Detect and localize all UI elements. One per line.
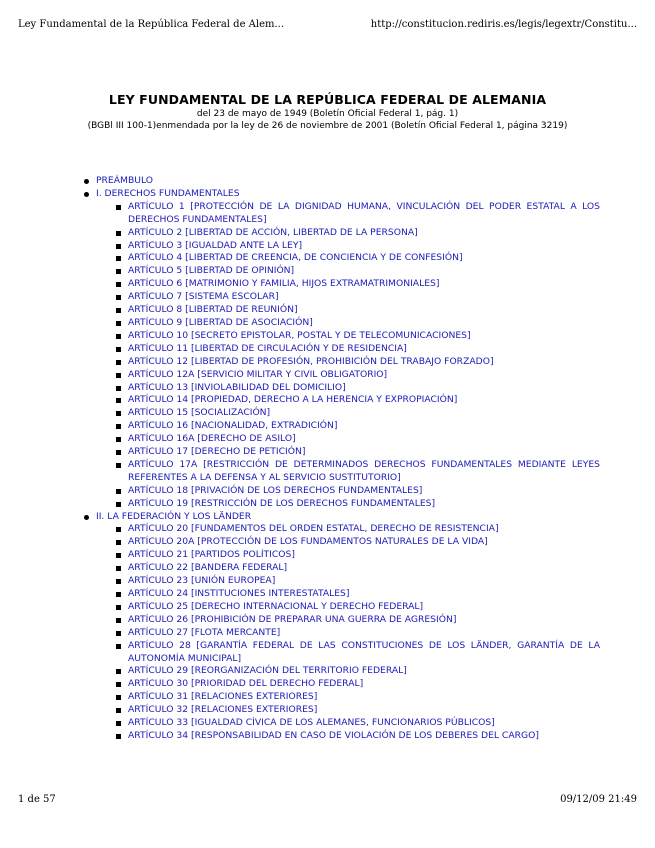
bullet-square-icon: [116, 669, 121, 674]
toc-article-link[interactable]: ARTÍCULO 29 [REORGANIZACIÓN DEL TERRITORIO FEDERAL]: [128, 665, 407, 677]
bullet-square-icon: [116, 437, 121, 442]
toc-article-link[interactable]: ARTÍCULO 28 [GARANTÍA FEDERAL DE LAS CONSTITUCIONES DE LOS LÄNDER, GARANTÍA DE LA AUTONOMÍA MUNICIPAL]: [128, 639, 600, 664]
toc-list: [80, 175, 600, 743]
toc-article-link[interactable]: ARTÍCULO 5 [LIBERTAD DE OPINIÓN]: [128, 265, 295, 277]
bullet-square-icon: [116, 411, 121, 416]
toc-article-link[interactable]: ARTÍCULO 31 [RELACIONES EXTERIORES]: [128, 691, 318, 703]
toc-article-link[interactable]: ARTÍCULO 13 [INVIOLABILIDAD DEL DOMICILIO]: [128, 381, 346, 393]
toc-article-link[interactable]: ARTÍCULO 12 [LIBERTAD DE PROFESIÓN, PROHIBICIÓN DEL TRABAJO FORZADO]: [128, 355, 494, 367]
toc-article-item: [112, 433, 600, 446]
toc-article-item: [112, 536, 600, 549]
bullet-square-icon: [116, 450, 121, 455]
toc-article-item: [112, 691, 600, 704]
toc-article-link[interactable]: ARTÍCULO 16 [NACIONALIDAD, EXTRADICIÓN]: [128, 420, 338, 432]
article-list: [112, 523, 600, 742]
bullet-square-icon: [116, 295, 121, 300]
document-title-block: [0, 92, 655, 132]
bullet-square-icon: [116, 269, 121, 274]
toc-article-item: [112, 485, 600, 498]
toc-article-link[interactable]: ARTÍCULO 33 [IGUALDAD CÍVICA DE LOS ALEMANES, FUNCIONARIOS PÚBLICOS]: [128, 717, 495, 729]
toc-article-item: [112, 407, 600, 420]
toc-article-link[interactable]: ARTÍCULO 16A [DERECHO DE ASILO]: [128, 433, 296, 445]
bullet-square-icon: [116, 244, 121, 249]
toc-article-item: [112, 627, 600, 640]
bullet-square-icon: [116, 489, 121, 494]
toc-article-link[interactable]: ARTÍCULO 18 [PRIVACIÓN DE LOS DERECHOS FUNDAMENTALES]: [128, 484, 423, 496]
bullet-square-icon: [116, 424, 121, 429]
article-list: [112, 201, 600, 511]
toc-article-link[interactable]: ARTÍCULO 21 [PARTIDOS POLÍTICOS]: [128, 549, 295, 561]
page-url-header: http://constitucion.rediris.es/legis/legextr/Constitu...: [370, 19, 637, 30]
bullet-square-icon: [116, 308, 121, 313]
bullet-square-icon: [116, 566, 121, 571]
toc-article-item: [112, 291, 600, 304]
bullet-disc-icon: [84, 179, 89, 184]
toc-article-link[interactable]: ARTÍCULO 22 [BANDERA FEDERAL]: [128, 562, 288, 574]
toc-article-link[interactable]: ARTÍCULO 17A [RESTRICCIÓN DE DETERMINADOS DERECHOS FUNDAMENTALES MEDIANTE LEYES REFERENTES A LA DEFENSA Y AL SERVICIO SUSTITUTORIO]: [128, 458, 600, 483]
toc-article-item: [112, 704, 600, 717]
bullet-square-icon: [116, 321, 121, 326]
document-subtitle-amendment: (BGBl III 100-1)enmendada por la ley de 26 de noviembre de 2001 (Boletín Oficial Federal 1, página 3219): [87, 121, 568, 131]
toc-article-item: [112, 614, 600, 627]
toc-article-item: [112, 330, 600, 343]
bullet-square-icon: [116, 682, 121, 687]
toc-article-item: [112, 498, 600, 511]
bullet-square-icon: [116, 463, 121, 468]
bullet-square-icon: [116, 618, 121, 623]
toc-article-item: [112, 665, 600, 678]
toc-link-preambulo[interactable]: PREÁMBULO: [96, 175, 153, 186]
bullet-square-icon: [116, 644, 121, 649]
toc-article-link[interactable]: ARTÍCULO 23 [UNIÓN EUROPEA]: [128, 575, 276, 587]
toc-article-item: [112, 575, 600, 588]
toc-article-link[interactable]: ARTÍCULO 25 [DERECHO INTERNACIONAL Y DERECHO FEDERAL]: [128, 600, 424, 612]
bullet-square-icon: [116, 256, 121, 261]
toc-article-link[interactable]: ARTÍCULO 8 [LIBERTAD DE REUNIÓN]: [128, 304, 298, 316]
table-of-contents: [80, 175, 600, 743]
page-title-header: Ley Fundamental de la República Federal de Alem...: [18, 19, 285, 30]
toc-article-link[interactable]: ARTÍCULO 27 [FLOTA MERCANTE]: [128, 626, 281, 638]
toc-article-item: [112, 420, 600, 433]
toc-article-item: [112, 562, 600, 575]
toc-article-link[interactable]: ARTÍCULO 11 [LIBERTAD DE CIRCULACIÓN Y DE RESIDENCIA]: [128, 342, 407, 354]
toc-article-link[interactable]: ARTÍCULO 1 [PROTECCIÓN DE LA DIGNIDAD HUMANA, VINCULACIÓN DEL PODER ESTATAL A LOS DERECHOS FUNDAMENTALES]: [128, 200, 600, 225]
bullet-square-icon: [116, 398, 121, 403]
toc-article-item: [112, 317, 600, 330]
toc-article-item: [112, 278, 600, 291]
bullet-square-icon: [116, 695, 121, 700]
bullet-square-icon: [116, 734, 121, 739]
toc-article-link[interactable]: ARTÍCULO 17 [DERECHO DE PETICIÓN]: [128, 446, 306, 458]
bullet-square-icon: [116, 540, 121, 545]
toc-article-link[interactable]: ARTÍCULO 15 [SOCIALIZACIÓN]: [128, 407, 271, 419]
bullet-square-icon: [116, 592, 121, 597]
toc-article-item: [112, 265, 600, 278]
toc-article-link[interactable]: ARTÍCULO 3 [IGUALDAD ANTE LA LEY]: [128, 239, 303, 251]
bullet-square-icon: [116, 708, 121, 713]
print-datetime: 09/12/09 21:49: [560, 794, 637, 805]
toc-article-item: [112, 640, 600, 666]
toc-article-link[interactable]: ARTÍCULO 30 [PRIORIDAD DEL DERECHO FEDERAL]: [128, 678, 364, 690]
toc-article-link[interactable]: ARTÍCULO 20A [PROTECCIÓN DE LOS FUNDAMENTOS NATURALES DE LA VIDA]: [128, 536, 488, 548]
bullet-square-icon: [116, 373, 121, 378]
toc-article-link[interactable]: ARTÍCULO 26 [PROHIBICIÓN DE PREPARAR UNA GUERRA DE AGRESIÓN]: [128, 613, 457, 625]
toc-article-link[interactable]: ARTÍCULO 9 [LIBERTAD DE ASOCIACIÓN]: [128, 316, 313, 328]
toc-article-item: [112, 446, 600, 459]
toc-article-item: [112, 523, 600, 536]
toc-section: [80, 511, 600, 743]
bullet-square-icon: [116, 347, 121, 352]
bullet-square-icon: [116, 386, 121, 391]
toc-item-preambulo: [80, 175, 600, 188]
bullet-square-icon: [116, 605, 121, 610]
toc-article-item: [112, 730, 600, 743]
toc-article-link[interactable]: ARTÍCULO 32 [RELACIONES EXTERIORES]: [128, 704, 318, 716]
toc-article-item: [112, 201, 600, 227]
toc-section: [80, 188, 600, 511]
bullet-square-icon: [116, 553, 121, 558]
print-footer: [18, 794, 637, 808]
toc-article-item: [112, 459, 600, 485]
document-title: LEY FUNDAMENTAL DE LA REPÚBLICA FEDERAL DE ALEMANIA: [108, 92, 547, 107]
bullet-square-icon: [116, 527, 121, 532]
bullet-square-icon: [116, 282, 121, 287]
toc-article-item: [112, 343, 600, 356]
toc-article-link[interactable]: ARTÍCULO 6 [MATRIMONIO Y FAMILIA, HIJOS EXTRAMATRIMONIALES]: [128, 278, 440, 290]
toc-article-link[interactable]: ARTÍCULO 12A [SERVICIO MILITAR Y CIVIL OBLIGATORIO]: [128, 368, 388, 380]
bullet-square-icon: [116, 631, 121, 636]
toc-article-item: [112, 601, 600, 614]
toc-article-link[interactable]: ARTÍCULO 14 [PROPIEDAD, DERECHO A LA HERENCIA Y EXPROPIACIÓN]: [128, 394, 458, 406]
print-header: [18, 19, 637, 33]
bullet-square-icon: [116, 360, 121, 365]
toc-article-item: [112, 252, 600, 265]
toc-section-link[interactable]: I. DERECHOS FUNDAMENTALES: [96, 187, 240, 199]
toc-article-item: [112, 678, 600, 691]
toc-article-link[interactable]: ARTÍCULO 10 [SECRETO EPISTOLAR, POSTAL Y DE TELECOMUNICACIONES]: [128, 329, 471, 341]
bullet-disc-icon: [84, 192, 89, 197]
bullet-square-icon: [116, 231, 121, 236]
toc-article-item: [112, 356, 600, 369]
page-number: 1 de 57: [18, 794, 56, 805]
toc-article-item: [112, 304, 600, 317]
toc-article-link[interactable]: ARTÍCULO 2 [LIBERTAD DE ACCIÓN, LIBERTAD DE LA PERSONA]: [128, 226, 418, 238]
bullet-square-icon: [116, 502, 121, 507]
bullet-disc-icon: [84, 515, 89, 520]
toc-article-item: [112, 369, 600, 382]
bullet-square-icon: [116, 205, 121, 210]
toc-article-link[interactable]: ARTÍCULO 19 [RESTRICCIÓN DE LOS DERECHOS FUNDAMENTALES]: [128, 497, 436, 509]
document-subtitle-date: del 23 de mayo de 1949 (Boletín Oficial Federal 1, pág. 1): [196, 109, 459, 119]
toc-article-item: [112, 717, 600, 730]
toc-article-link[interactable]: ARTÍCULO 20 [FUNDAMENTOS DEL ORDEN ESTATAL, DERECHO DE RESISTENCIA]: [128, 523, 499, 535]
toc-article-item: [112, 549, 600, 562]
toc-section-link[interactable]: II. LA FEDERACIÓN Y LOS LÄNDER: [96, 510, 252, 522]
bullet-square-icon: [116, 334, 121, 339]
toc-article-link[interactable]: ARTÍCULO 4 [LIBERTAD DE CREENCIA, DE CONCIENCIA Y DE CONFESIÓN]: [128, 252, 463, 264]
toc-article-item: [112, 240, 600, 253]
bullet-square-icon: [116, 721, 121, 726]
toc-article-item: [112, 588, 600, 601]
toc-article-item: [112, 394, 600, 407]
toc-article-link[interactable]: ARTÍCULO 7 [SISTEMA ESCOLAR]: [128, 291, 279, 303]
bullet-square-icon: [116, 579, 121, 584]
toc-article-item: [112, 382, 600, 395]
toc-article-link[interactable]: ARTÍCULO 24 [INSTITUCIONES INTERESTATALES]: [128, 588, 350, 599]
toc-article-item: [112, 227, 600, 240]
toc-article-link[interactable]: ARTÍCULO 34 [RESPONSABILIDAD EN CASO DE VIOLACIÓN DE LOS DEBERES DEL CARGO]: [128, 729, 539, 741]
